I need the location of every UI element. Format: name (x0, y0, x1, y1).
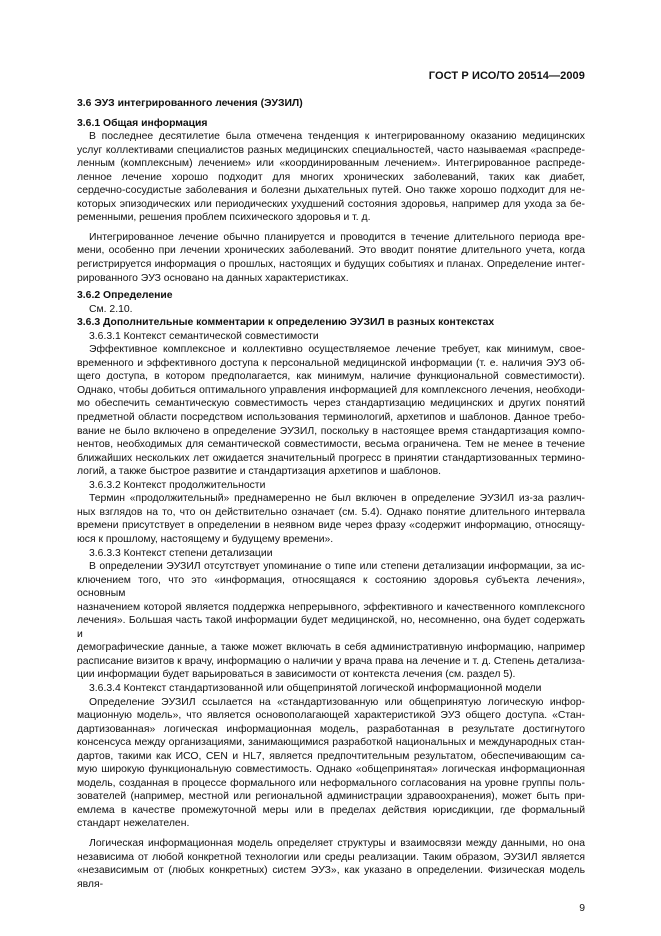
paragraph-line: Эффективное комплексное и коллективно осуществляемое лечение требует, как минимум, свое- (89, 344, 585, 356)
paragraph-line: В определении ЭУЗИЛ отсутствует упоминание о типе или степени детализации информации, за ис- (89, 561, 585, 573)
paragraph-line: «независимым от (любых конкретных) систем ЭУЗ», как указано в определении. Физическая модель явля- (77, 865, 585, 890)
paragraph-line: стандарт нежелателен. (77, 818, 190, 830)
paragraph-line: демографические данные, а также может включать в себя административную информацию, например (77, 642, 585, 654)
section-3-6-title: 3.6 ЭУЗ интегрированного лечения (ЭУЗИЛ) (77, 98, 303, 109)
paragraph-line: модель, созданная в процессе формального или неформального согласования на уровне группы поль- (77, 777, 585, 789)
paragraph-line: ленное лечение хорошо подходит для многих хронических заболеваний, таких как диабет, (77, 171, 585, 183)
paragraph-line: щего доступа, в котором предполагается, как минимум, наличие функциональной совместимости). (77, 371, 585, 383)
paragraph-line: предметной области посредством использования терминологий, архетипов и шаблонов. Данное требо- (77, 412, 585, 424)
paragraph-line: регистрируется информация о прошлых, настоящих и будущих событиях и планах. Определение интег- (77, 259, 585, 271)
paragraph-line: вание не было включено в определение ЭУЗИЛ, поскольку в настоящее время стандартизация компо- (77, 425, 585, 437)
paragraph-line: временного и эффективного доступа к персональной медицинской информации (т. е. наличия ЭУЗ об- (77, 357, 585, 369)
paragraph-line: ближайших нескольких лет ожидается значительный прогресс в принятии стандартизованных термино- (77, 452, 585, 464)
paragraph-line: Интегрированное лечение обычно планируется и проводится в течение длительного периода вре- (89, 231, 585, 243)
section-3-6-3-1-title: 3.6.3.1 Контекст семантической совместимости (89, 330, 319, 342)
paragraph-line: сердечно-сосудистые заболевания и болезни дыхательных путей. Оно также хорошо подходит для не- (77, 185, 585, 197)
paragraph-line: нентов, необходимых для семантической совместимости, весьма ограничена. Тем не менее в течение (77, 439, 585, 451)
paragraph-line: ции информации будет варьироваться в зависимости от контекста лечения (см. раздел 5). (77, 669, 516, 681)
section-3-6-3-3-paragraph (77, 560, 585, 682)
paragraph-line: рированного ЭУЗ основано на данных характеристиках. (77, 272, 349, 284)
section-3-6-3-2-paragraph (77, 492, 585, 546)
paragraph-line: В последнее десятилетие была отмечена тенденция к интегрированному оказанию медицинских (89, 131, 585, 143)
section-3-6-3-2-title: 3.6.3.2 Контекст продолжительности (89, 479, 266, 491)
paragraph-line: расписание визитов к врачу, информацию о наличии у врача права на лечение и т. д. Степень детализа- (77, 655, 585, 667)
paragraph-line: мо обеспечить семантическую совместимость через стандартизацию медицинских и других понятий (77, 398, 585, 410)
paragraph-line: емлема в качестве промежуточной меры или в пределах действия юрисдикции, где формальный (77, 804, 585, 816)
paragraph-line: мую широкую функциональную совместимость. Однако «общепринятая» логическая информационная (77, 764, 585, 776)
paragraph-line: Определение ЭУЗИЛ ссылается на «стандартизованную или общепринятую логическую инфор- (89, 696, 585, 708)
section-3-6-1-paragraph-1 (77, 130, 585, 225)
paragraph-line: мени, особенно при лечении хронических заболеваний. Это вводит понятие длительного учета, когда (77, 245, 585, 257)
paragraph-line: Логическая информационная модель определяет структуры и взаимосвязи между данными, но она (89, 837, 585, 849)
section-3-6-3-4-paragraph-2 (77, 837, 585, 891)
section-3-6-1-title: 3.6.1 Общая информация (77, 117, 208, 129)
section-3-6-3-3-title: 3.6.3.3 Контекст степени детализации (89, 547, 273, 559)
paragraph-line: лечения». Большая часть такой информации будет медицинской, но, несомненно, она будет содержать и (77, 615, 585, 640)
paragraph-line: мационную модель», что является основополагающей характеристикой ЭУЗ общего доступа. «Стан- (77, 710, 585, 722)
section-3-6-3-4-title: 3.6.3.4 Контекст стандартизованной или общепринятой логической информационной модели (89, 682, 542, 694)
paragraph-line: дартов, такими как ИСО, CEN и HL7, является предпочтительным результатом, обеспечивающим са- (77, 750, 585, 762)
paragraph-line: дартизованная» логическая информационная модель, разработанная в результате достигнутого (77, 723, 585, 735)
section-3-6-2-text: См. 2.10. (89, 303, 133, 315)
paragraph-line: юся к прошлому, настоящему и будущему времени». (77, 533, 334, 545)
paragraph-line: Однако, чтобы добиться оптимального управления информацией для комплексного лечения, необходи- (77, 384, 585, 396)
page-body (77, 97, 585, 891)
section-3-6-1-paragraph-2 (77, 231, 585, 285)
paragraph-line: услуг коллективами специалистов разных медицинских специальностей, часто называемая «распреде- (77, 144, 585, 156)
page-number: 9 (579, 903, 585, 914)
paragraph-line: ных взглядов на то, что он действительно означает (см. 5.4). Однако понятие длительного интервала (77, 506, 585, 518)
section-3-6-3-1-paragraph (77, 343, 585, 478)
paragraph-line: зователей (например, местной или региональной администрации здравоохранения), может быть при- (77, 791, 585, 803)
paragraph-line: независима от любой конкретной технологии или среды реализации. Таким образом, ЭУЗИЛ является (77, 851, 585, 863)
section-3-6-3-title: 3.6.3 Дополнительные комментарии к определению ЭУЗИЛ в разных контекстах (77, 317, 495, 329)
paragraph-line: ременными, решения проблем психического здоровья и т. д. (77, 212, 371, 224)
paragraph-line: времени присутствует в определении в неявном виде через фразу «содержит информацию, относящу- (77, 520, 585, 532)
paragraph-line: логий, а также быстрое развитие и стандартизация архетипов и шаблонов. (77, 466, 442, 478)
section-3-6-3-4-paragraph-1 (77, 696, 585, 831)
paragraph-line: консенсуса между организациями, занимающимися разработкой национальных и международных стан- (77, 737, 585, 749)
section-3-6-2-title: 3.6.2 Определение (77, 290, 173, 302)
document-id-header: ГОСТ Р ИСО/ТО 20514—2009 (428, 70, 585, 82)
paragraph-line: ключением того, что это «информация, относящаяся к состоянию здоровья субъекта лечения», основным (77, 574, 585, 600)
paragraph-line: которых эпизодических или периодических ухудшений состояния здоровья, например для ухода за бе- (77, 198, 585, 210)
paragraph-line: назначением которой является поддержка непрерывного, эффективного и качественного комплексного (77, 601, 585, 613)
paragraph-line: Термин «продолжительный» преднамеренно не был включен в определение ЭУЗИЛ из-за различ- (89, 493, 585, 505)
paragraph-line: ленным (комплексным) лечением» или «координированным лечением». Интегрированное распреде- (77, 158, 585, 170)
